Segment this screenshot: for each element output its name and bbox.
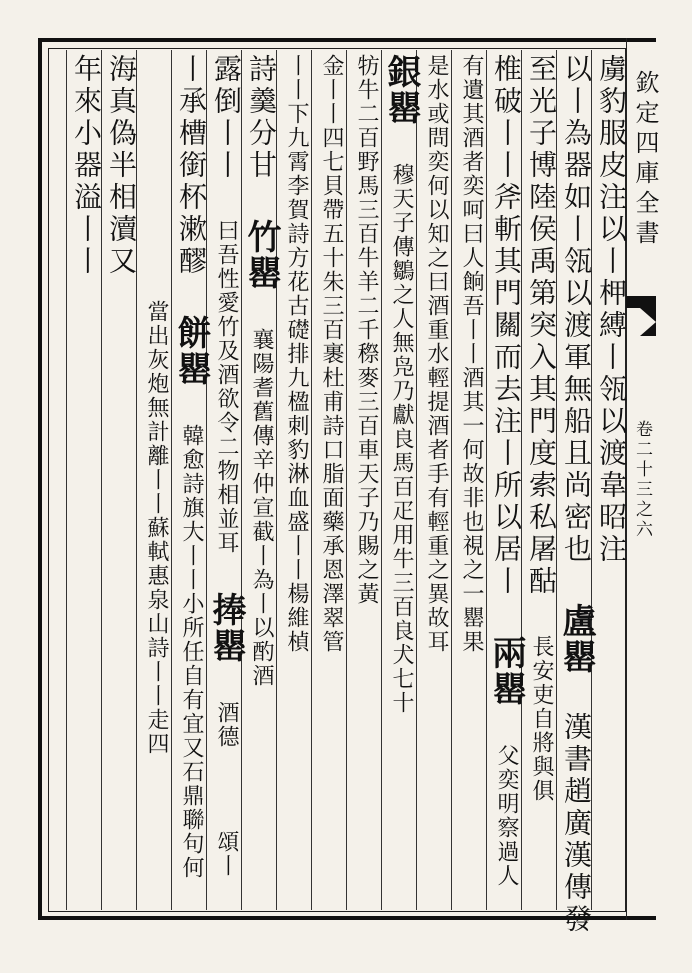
text-segment: 穆天子傳鶵之人無凫乃獻良馬百疋用牛三百良犬七十 <box>389 163 414 715</box>
text-segment: 丨承槽銜杯漱醪 <box>175 54 208 278</box>
heading-term: 竹罌 <box>241 219 281 291</box>
text-column-4 <box>486 54 526 888</box>
text-column-7 <box>381 54 421 715</box>
text-segment: 父奕明察過人 <box>494 744 519 888</box>
text-column-10 <box>279 54 313 654</box>
text-segment: 椎破丨丨斧斬其門關而去注丨所以居丨 <box>490 54 523 598</box>
column-rule <box>66 50 67 910</box>
heading-term: 餅罌 <box>171 315 211 387</box>
text-segment: 長安吏自將與俱 <box>529 635 554 803</box>
text-segment: 韓愈詩旗大丨丨小所任自有宜又石鼎聯句何 <box>179 424 204 880</box>
text-column-12b <box>209 830 243 878</box>
text-column-9 <box>314 54 348 654</box>
text-segment: 有遺其酒者奕呵曰人餉吾丨丨酒其一何故非也視之一罌果 <box>459 54 484 654</box>
text-segment: 至光子博陸侯禹第突入其門度索私屠酤 <box>525 54 558 598</box>
text-column-15 <box>104 54 138 278</box>
text-column-3 <box>524 54 558 803</box>
text-segment: 牥牛二百野馬三百牛羊二千穄麥三百車天子乃賜之黃 <box>354 54 379 606</box>
text-column-13 <box>171 54 211 880</box>
text-column-12 <box>206 54 246 749</box>
heading-term: 銀罌 <box>381 54 421 126</box>
text-column-14 <box>139 300 173 756</box>
text-segment: 露倒丨丨 <box>210 54 243 182</box>
text-segment: 當出灰炮無計離丨丨蘇軾惠泉山詩丨丨走四 <box>144 300 169 756</box>
text-segment: 以丨為器如丨瓴以渡軍無船且尚密也 <box>560 54 593 566</box>
text-segment: 頌丨 <box>214 830 239 878</box>
text-segment: 漢書趙廣漢傳發 <box>560 712 593 936</box>
fish-tail-mark <box>626 296 656 308</box>
text-segment: 虜豹服皮注以丨柙縛丨瓴以渡韋昭注 <box>595 54 628 566</box>
text-segment: 年來小器溢丨丨 <box>70 54 103 278</box>
text-column-2 <box>556 54 596 936</box>
heading-term: 兩罌 <box>486 635 526 707</box>
text-segment: 海真偽半相瀆又 <box>105 54 138 278</box>
text-column-16 <box>69 54 103 278</box>
text-column-5 <box>454 54 488 654</box>
text-column-11 <box>241 54 281 688</box>
heading-term: 盧罌 <box>556 603 596 675</box>
fish-tail-notch-icon <box>640 308 656 336</box>
text-segment: 曰吾性愛竹及酒欲令二物相並耳 <box>214 219 239 555</box>
edge-volume: 卷二十三之六 <box>632 420 652 540</box>
text-segment: 丨丨下九霄李賀詩方花古礎排九楹刺豹淋血盛丨丨楊維楨 <box>284 54 309 654</box>
text-column-6 <box>419 54 453 654</box>
text-segment: 襄陽耆舊傳辛仲宣截丨為丨以酌酒 <box>249 328 274 688</box>
text-segment: 詩羹分甘 <box>245 54 278 182</box>
text-segment: 是水或問奕何以知之曰酒重水輕提酒者手有輕重之異故耳 <box>424 54 449 654</box>
heading-term: 捧罌 <box>206 592 246 664</box>
text-column-1 <box>594 54 628 566</box>
text-column-8 <box>349 54 383 606</box>
text-segment: 金丨丨四七貝帶五十朱三百裹杜甫詩口脂面藥承恩澤翠管 <box>319 54 344 654</box>
edge-title: 欽定四庫全書 <box>631 70 659 250</box>
text-segment: 酒德 <box>214 701 239 749</box>
